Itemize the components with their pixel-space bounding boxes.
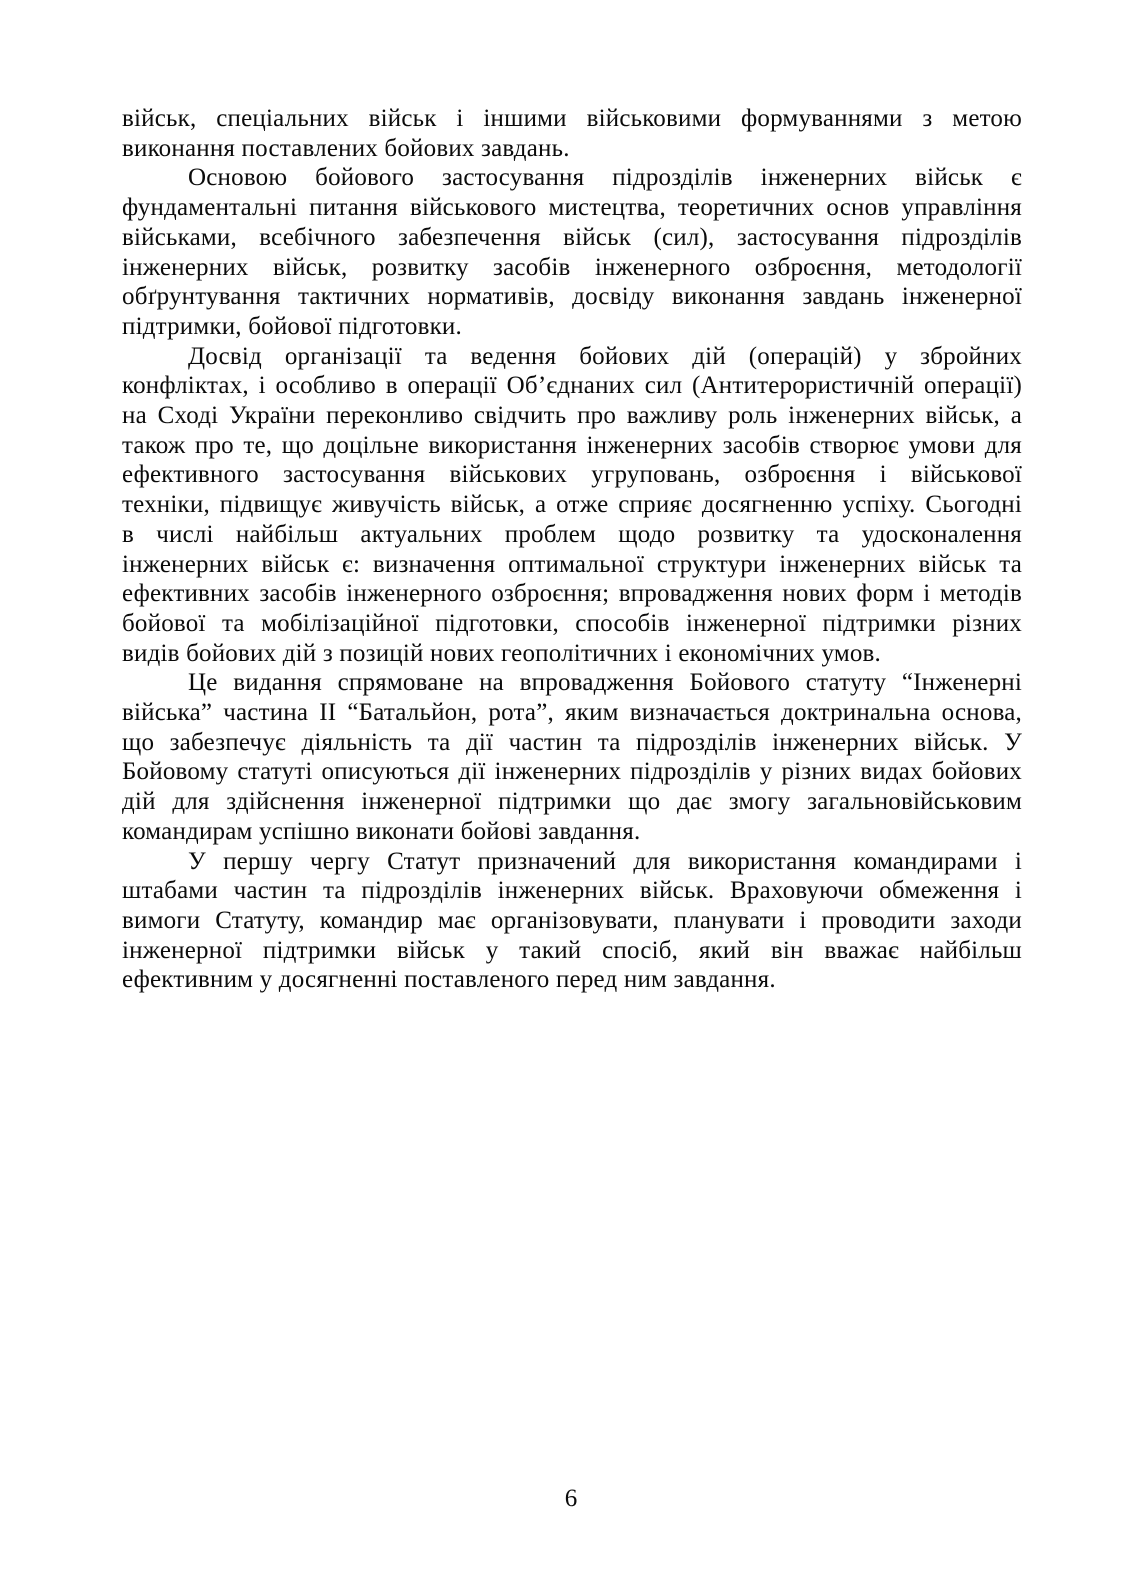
text-line: У першу чергу Статут призначений для використання командирами і — [188, 847, 1022, 875]
text-line: конфліктах, і особливо в операції Об’єднаних сил (Антитерористичній операції) — [122, 372, 1022, 400]
text-line: інженерної підтримки військ у такий спосіб, який він вважає найбільш — [122, 936, 1022, 964]
text-line: обґрунтування тактичних нормативів, досвіду виконання завдань інженерної — [122, 283, 1022, 311]
text-line: в числі найбільш актуальних проблем щодо розвитку та удосконалення — [122, 520, 1022, 548]
text-line: ефективних засобів інженерного озброєння; впровадження нових форм і методів — [122, 580, 1022, 608]
text-line: Бойовому статуті описуються дії інженерних підрозділів у різних видах бойових — [122, 758, 1022, 786]
text-line: дій для здійснення інженерної підтримки що дає змогу загальновійськовим — [122, 788, 1022, 816]
text-line: що забезпечує діяльність та дії частин та підрозділів інженерних військ. У — [122, 728, 1022, 756]
text-line: війська” частина II “Батальйон, рота”, яким визначається доктринальна основа, — [122, 699, 1022, 727]
text-line: Це видання спрямоване на впровадження Бойового статуту “Інженерні — [188, 669, 1022, 697]
document-body — [122, 104, 1022, 995]
text-line: вимоги Статуту, командир має організовувати, планувати і проводити заходи — [122, 906, 1022, 934]
text-line: інженерних військ є: визначення оптимальної структури інженерних військ та — [122, 550, 1022, 578]
text-line: військ, спеціальних військ і іншими військовими формуваннями з метою — [122, 105, 1022, 132]
text-line: на Сході України переконливо свідчить про важливу роль інженерних військ, а — [122, 402, 1022, 430]
text-line: підтримки, бойової підготовки. — [122, 312, 462, 340]
text-line: командирам успішно виконати бойові завдання. — [122, 817, 641, 845]
text-line: також про те, що доцільне використання інженерних засобів створює умови для — [122, 431, 1022, 459]
text-line: техніки, підвищує живучість військ, а отже сприяє досягненню успіху. Сьогодні — [122, 491, 1022, 519]
text-line: видів бойових дій з позицій нових геополітичних і економічних умов. — [122, 639, 881, 667]
text-line: виконання поставлених бойових завдань. — [122, 134, 570, 162]
text-line: штабами частин та підрозділів інженерних військ. Враховуючи обмеження і — [122, 877, 1022, 905]
text-line: ефективного застосування військових угруповань, озброєння і військової — [122, 461, 1022, 489]
text-line: бойової та мобілізаційної підготовки, способів інженерної підтримки різних — [122, 609, 1022, 637]
text-line: Досвід організації та ведення бойових дій (операцій) у збройних — [188, 342, 1022, 370]
page-number: 6 — [564, 1485, 578, 1512]
text-line: ефективним у досягненні поставленого перед ним завдання. — [122, 966, 776, 994]
text-line: військами, всебічного забезпечення військ (сил), застосування підрозділів — [122, 223, 1022, 251]
text-line: фундаментальні питання військового мистецтва, теоретичних основ управління — [122, 194, 1022, 222]
text-line: Основою бойового застосування підрозділів інженерних військ є — [188, 164, 1022, 192]
text-line: інженерних військ, розвитку засобів інженерного озброєння, методології — [122, 253, 1022, 281]
